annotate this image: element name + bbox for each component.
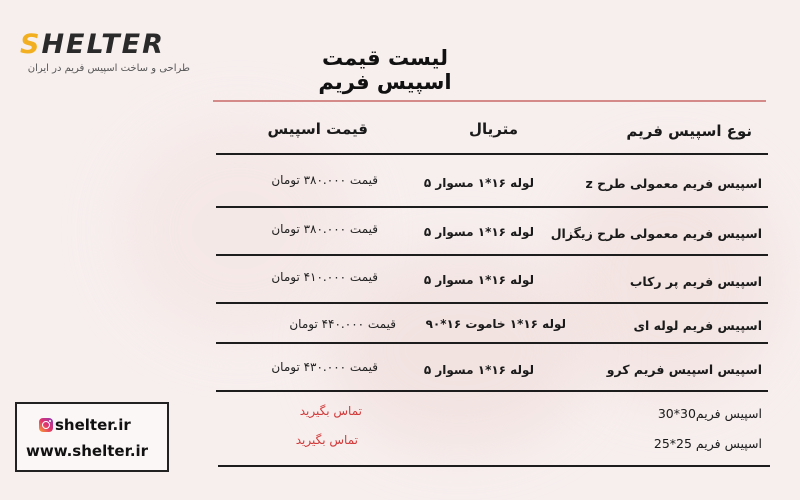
row-material: لوله ۱۶*۱ مسوار ۵ xyxy=(423,225,534,239)
title-divider xyxy=(213,100,766,102)
row-type: اسپیس اسپیس فریم کرو xyxy=(606,362,762,377)
table-divider xyxy=(216,302,768,304)
logo-accent-letter: S xyxy=(20,29,42,60)
row-type: اسپیس فریم30*30 xyxy=(657,406,762,421)
row-material: لوله ۱۶*۱ مسوار ۵ xyxy=(423,363,534,377)
row-price: قیمت ۳۸۰.۰۰۰ تومان xyxy=(271,222,378,236)
instagram-icon xyxy=(39,418,53,432)
row-price-call: تماس بگیرید xyxy=(299,404,362,418)
row-price-call: تماس بگیرید xyxy=(295,433,358,447)
row-type: اسپیس فریم لوله ای xyxy=(633,318,762,333)
row-material: لوله ۱۶*۱ مسوار ۵ xyxy=(423,273,534,287)
brand-logo xyxy=(20,30,190,74)
logo-wordmark xyxy=(20,30,190,60)
row-type: اسپیس فریم معمولی طرح z xyxy=(585,176,762,191)
row-price: قیمت ۴۴۰.۰۰۰ تومان xyxy=(289,317,396,331)
row-price: قیمت ۳۸۰.۰۰۰ تومان xyxy=(271,173,378,187)
contact-box xyxy=(15,402,169,472)
instagram-handle[interactable]: shelter.ir xyxy=(55,416,131,434)
header-material: متریال xyxy=(468,120,518,138)
instagram-row[interactable] xyxy=(39,416,131,434)
row-price: قیمت ۴۳۰.۰۰۰ تومان xyxy=(271,360,378,374)
website-link[interactable]: www.shelter.ir xyxy=(26,442,149,460)
row-type: اسپیس فریم پر رکاب xyxy=(629,274,762,289)
table-divider xyxy=(216,206,768,208)
table-divider xyxy=(216,254,768,256)
page-title: لیست قیمت اسپیس فریم xyxy=(318,46,452,94)
table-divider xyxy=(216,390,768,392)
row-type: اسپیس فریم 25*25 xyxy=(653,436,762,451)
table-divider xyxy=(216,342,768,344)
row-price: قیمت ۴۱۰.۰۰۰ تومان xyxy=(271,270,378,284)
header-type: نوع اسپیس فریم xyxy=(626,122,752,140)
table-divider xyxy=(218,465,770,467)
row-material: لوله ۱۶*۱ مسوار ۵ xyxy=(423,176,534,190)
row-type: اسپیس فریم معمولی طرح زیگزال xyxy=(550,226,762,241)
table-divider xyxy=(216,153,768,155)
logo-tagline: طراحی و ساخت اسپیس فریم در ایران xyxy=(27,63,190,74)
logo-rest-letters: HELTER xyxy=(41,29,165,60)
row-material: لوله ۱۶*۱ خاموت ۱۶*۹۰ xyxy=(425,317,566,331)
header-price: قیمت اسپیس xyxy=(267,120,368,138)
